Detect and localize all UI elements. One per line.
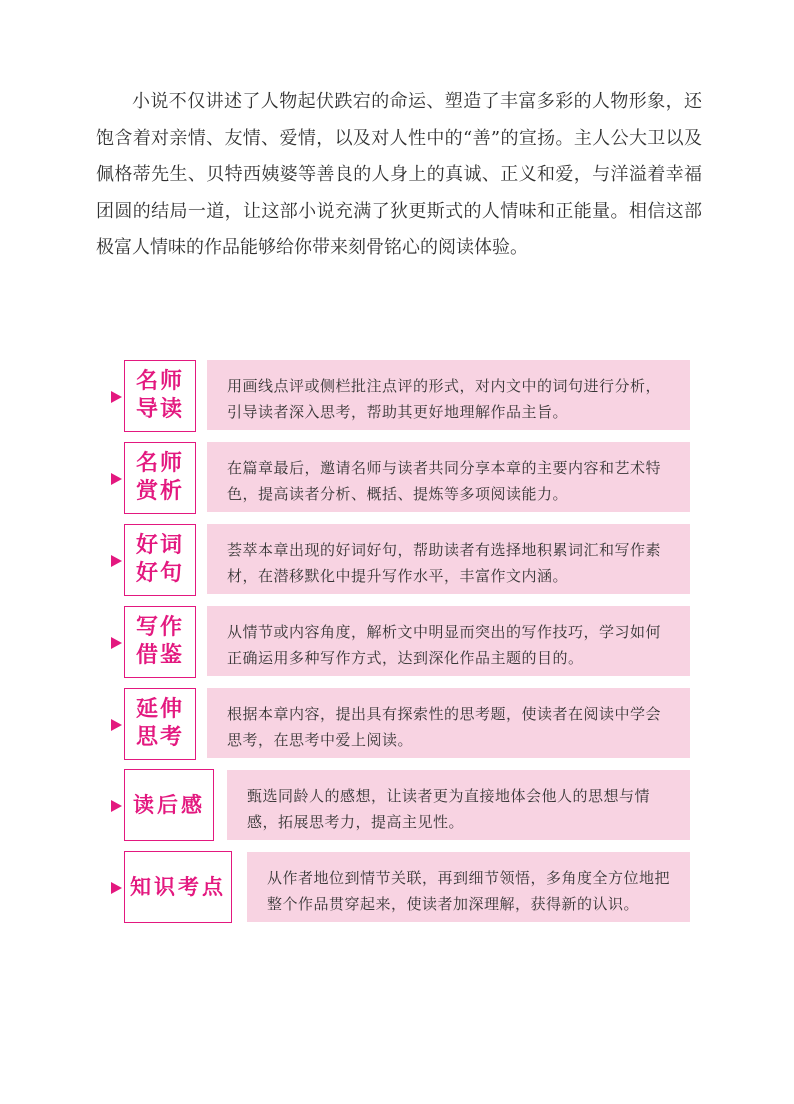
- feature-description: 甄选同龄人的感想，让读者更为直接地体会他人的思想与情感，拓展思考力，提高主见性。: [227, 770, 690, 840]
- arrow-icon: [111, 391, 122, 403]
- feature-label: [124, 688, 196, 760]
- feature-label-text: 知识考点: [130, 875, 226, 899]
- feature-label-line1: 好词: [135, 533, 184, 558]
- intro-paragraph: 小说不仅讲述了人物起伏跌宕的命运、塑造了丰富多彩的人物形象，还饱含着对亲情、友情、爱情，以及对人性中的“善”的宣扬。主人公大卫以及佩格蒂先生、贝特西姨婆等善良的人身上的真诚、正义和爱，与洋溢着幸福团圆的结局一道，让这部小说充满了狄更斯式的人情味和正能量。相信这部极富人情味的作品能够给你带来刻骨铭心的阅读体验。: [96, 91, 702, 258]
- feature-description: 根据本章内容，提出具有探索性的思考题，使读者在阅读中学会思考，在思考中爱上阅读。: [207, 688, 690, 758]
- feature-label-line2: 思考: [135, 725, 184, 750]
- feature-label: [124, 524, 196, 596]
- feature-label: [124, 442, 196, 514]
- feature-description: 从作者地位到情节关联，再到细节领悟，多角度全方位地把整个作品贯穿起来，使读者加深理解，获得新的认识。: [247, 852, 690, 922]
- feature-label: [124, 851, 232, 923]
- feature-label-text: 读后感: [133, 793, 205, 817]
- feature-description: 荟萃本章出现的好词好句，帮助读者有选择地积累词汇和写作素材，在潜移默化中提升写作水平，丰富作文内涵。: [207, 524, 690, 594]
- arrow-icon: [111, 637, 122, 649]
- feature-label-line2: 借鉴: [135, 643, 184, 668]
- feature-label: [124, 769, 214, 841]
- arrow-icon: [111, 882, 122, 894]
- feature-label-line1: 延伸: [135, 697, 184, 722]
- feature-description: 在篇章最后，邀请名师与读者共同分享本章的主要内容和艺术特色，提高读者分析、概括、提炼等多项阅读能力。: [207, 442, 690, 512]
- feature-label-line2: 导读: [135, 397, 184, 422]
- feature-label-line1: 名师: [135, 369, 184, 394]
- feature-description: 从情节或内容角度，解析文中明显而突出的写作技巧，学习如何正确运用多种写作方式，达到深化作品主题的目的。: [207, 606, 690, 676]
- arrow-icon: [111, 473, 122, 485]
- feature-label-line2: 好句: [135, 561, 184, 586]
- feature-label-line1: 名师: [135, 451, 184, 476]
- feature-label-line2: 赏析: [135, 479, 184, 504]
- feature-description: 用画线点评或侧栏批注点评的形式，对内文中的词句进行分析，引导读者深入思考，帮助其更好地理解作品主旨。: [207, 360, 690, 430]
- feature-label: [124, 360, 196, 432]
- arrow-icon: [111, 800, 122, 812]
- feature-label-line1: 写作: [135, 615, 184, 640]
- feature-label: [124, 606, 196, 678]
- arrow-icon: [111, 555, 122, 567]
- arrow-icon: [111, 719, 122, 731]
